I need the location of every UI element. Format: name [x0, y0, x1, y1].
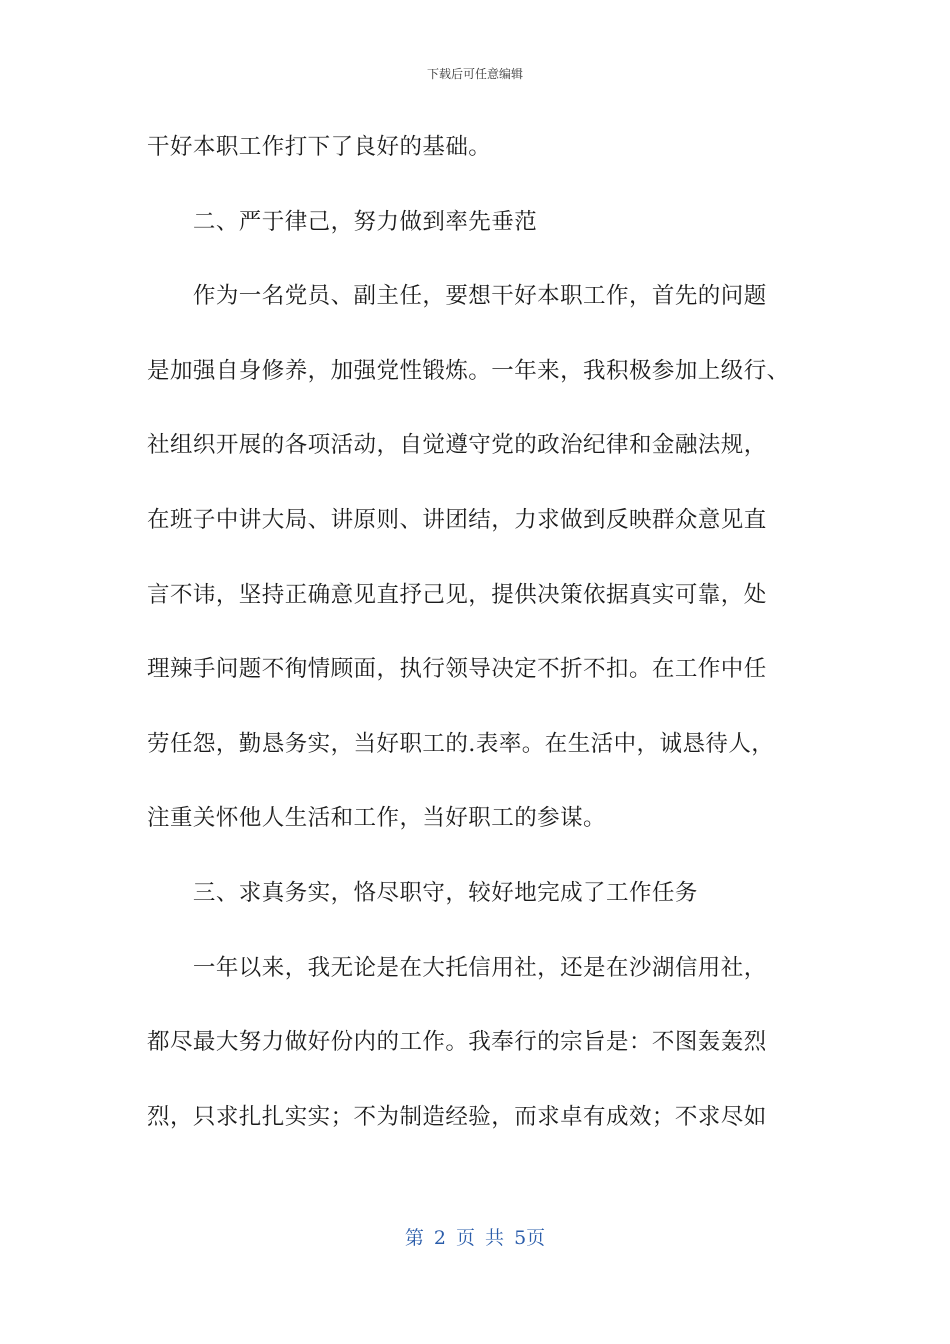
body-line: 作为一名党员、副主任，要想干好本职工作，首先的问题: [147, 283, 767, 310]
section-heading: 二、严于律己，努力做到率先垂范: [147, 208, 538, 235]
section-heading: 三、求真务实，恪尽职守，较好地完成了工作任务: [147, 879, 698, 906]
page-header: 下载后可任意编辑: [426, 67, 523, 81]
page-footer: 第 2 页 共 5页: [404, 1227, 546, 1249]
body-line: 社组织开展的各项活动，自觉遵守党的政治纪律和金融法规，: [147, 432, 767, 459]
body-line: 是加强自身修养，加强党性锻炼。一年来，我积极参加上级行、: [147, 357, 790, 384]
body-line: 在班子中讲大局、讲原则、讲团结，力求做到反映群众意见直: [147, 506, 767, 533]
body-line: 劳任怨，勤恳务实，当好职工的.表率。在生活中，诚恳待人，: [147, 730, 775, 757]
body-line: 烈，只求扎扎实实；不为制造经验，而求卓有成效；不求尽如: [147, 1103, 767, 1130]
document-body: [147, 125, 827, 1169]
body-line: 都尽最大努力做好份内的工作。我奉行的宗旨是：不图轰轰烈: [147, 1029, 767, 1056]
body-line: 干好本职工作打下了良好的基础。: [147, 134, 492, 160]
body-line: 注重关怀他人生活和工作，当好职工的参谋。: [147, 805, 607, 832]
body-line: 言不讳，坚持正确意见直抒己见，提供决策依据真实可靠，处: [147, 581, 767, 608]
body-line: 理辣手问题不徇情顾面，执行领导决定不折不扣。在工作中任: [147, 656, 767, 683]
body-line: 一年以来，我无论是在大托信用社，还是在沙湖信用社，: [147, 954, 767, 981]
